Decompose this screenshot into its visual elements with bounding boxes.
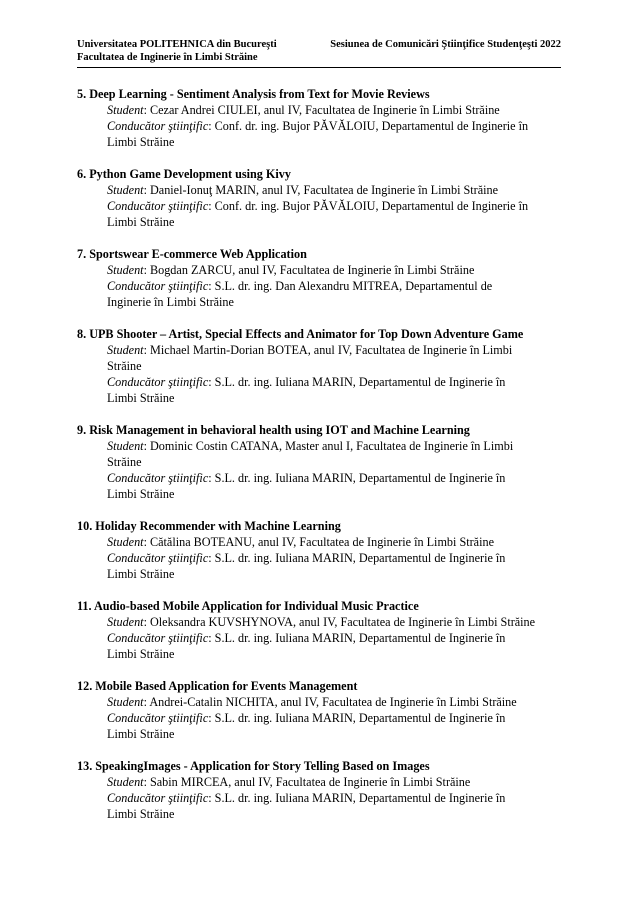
advisor-text: Inginerie în Limbi Străine xyxy=(107,295,234,309)
project-entry xyxy=(77,166,561,230)
advisor-line xyxy=(107,278,561,294)
student-line xyxy=(107,438,561,454)
project-title xyxy=(77,598,561,614)
advisor-label: Conducător ştiinţific xyxy=(107,711,209,725)
project-details xyxy=(77,774,561,822)
student-label: Student xyxy=(107,183,144,197)
project-details xyxy=(77,102,561,150)
project-details xyxy=(77,182,561,230)
project-title xyxy=(77,518,561,534)
project-number: 12. xyxy=(77,679,93,693)
project-title xyxy=(77,422,561,438)
student-line xyxy=(107,694,561,710)
advisor-text: Limbi Străine xyxy=(107,647,175,661)
header-divider xyxy=(77,67,561,68)
student-line xyxy=(107,102,561,118)
student-text: Străine xyxy=(107,359,142,373)
advisor-line xyxy=(107,214,561,230)
project-title-text: Deep Learning - Sentiment Analysis from Text for Movie Reviews xyxy=(89,87,430,101)
project-title-text: Mobile Based Application for Events Management xyxy=(95,679,358,693)
project-entry xyxy=(77,246,561,310)
project-number: 10. xyxy=(77,519,93,533)
advisor-text: : Conf. dr. ing. Bujor PĂVĂLOIU, Departamentul de Inginerie în xyxy=(208,199,529,213)
project-entry xyxy=(77,518,561,582)
student-text: : Sabin MIRCEA, anul IV, Facultatea de Inginerie în Limbi Străine xyxy=(143,775,471,789)
advisor-text: Limbi Străine xyxy=(107,567,175,581)
advisor-line xyxy=(107,806,561,822)
student-label: Student xyxy=(107,775,144,789)
project-title-text: UPB Shooter – Artist, Special Effects and Animator for Top Down Adventure Game xyxy=(89,327,524,341)
advisor-line xyxy=(107,790,561,806)
advisor-text: : S.L. dr. ing. Dan Alexandru MITREA, Departamentul de xyxy=(208,279,493,293)
page-header xyxy=(77,38,561,68)
project-title-text: Holiday Recommender with Machine Learning xyxy=(95,519,341,533)
project-list xyxy=(77,86,561,838)
student-line xyxy=(107,774,561,790)
project-entry xyxy=(77,86,561,150)
advisor-text: Limbi Străine xyxy=(107,391,175,405)
project-title xyxy=(77,166,561,182)
student-label: Student xyxy=(107,439,144,453)
student-label: Student xyxy=(107,695,144,709)
project-title-text: Audio-based Mobile Application for Individual Music Practice xyxy=(93,599,419,613)
project-details xyxy=(77,694,561,742)
student-text: : Michael Martin-Dorian BOTEA, anul IV, Facultatea de Inginerie în Limbi xyxy=(143,343,513,357)
student-label: Student xyxy=(107,343,144,357)
project-details xyxy=(77,534,561,582)
advisor-label: Conducător ştiinţific xyxy=(107,791,209,805)
advisor-text: Limbi Străine xyxy=(107,215,175,229)
project-title-text: SpeakingImages - Application for Story Telling Based on Images xyxy=(95,759,430,773)
student-text: : Bogdan ZARCU, anul IV, Facultatea de Inginerie în Limbi Străine xyxy=(143,263,475,277)
advisor-line xyxy=(107,566,561,582)
advisor-label: Conducător ştiinţific xyxy=(107,471,209,485)
project-details xyxy=(77,438,561,502)
project-number: 11. xyxy=(77,599,92,613)
advisor-line xyxy=(107,726,561,742)
student-label: Student xyxy=(107,263,144,277)
student-line xyxy=(107,614,561,630)
project-number: 13. xyxy=(77,759,93,773)
project-number: 7. xyxy=(77,247,87,261)
advisor-line xyxy=(107,374,561,390)
student-line xyxy=(107,342,561,358)
advisor-line xyxy=(107,294,561,310)
advisor-label: Conducător ştiinţific xyxy=(107,279,209,293)
header-institution xyxy=(77,38,277,64)
advisor-line xyxy=(107,470,561,486)
advisor-text: Limbi Străine xyxy=(107,807,175,821)
header-session-title: Sesiunea de Comunicări Ştiinţifice Studenţeşti 2022 xyxy=(330,39,561,50)
header-faculty: Facultatea de Inginerie în Limbi Străine xyxy=(77,52,258,63)
advisor-line xyxy=(107,134,561,150)
project-title xyxy=(77,758,561,774)
advisor-text: : Conf. dr. ing. Bujor PĂVĂLOIU, Departamentul de Inginerie în xyxy=(208,119,529,133)
student-line xyxy=(107,454,561,470)
project-details xyxy=(77,262,561,310)
advisor-text: : S.L. dr. ing. Iuliana MARIN, Departamentul de Inginerie în xyxy=(208,551,506,565)
advisor-line xyxy=(107,486,561,502)
project-title-text: Risk Management in behavioral health using IOT and Machine Learning xyxy=(89,423,470,437)
project-details xyxy=(77,342,561,406)
advisor-label: Conducător ştiinţific xyxy=(107,551,209,565)
advisor-text: : S.L. dr. ing. Iuliana MARIN, Departamentul de Inginerie în xyxy=(208,375,506,389)
advisor-text: Limbi Străine xyxy=(107,135,175,149)
student-line xyxy=(107,358,561,374)
project-details xyxy=(77,614,561,662)
advisor-line xyxy=(107,390,561,406)
advisor-text: : S.L. dr. ing. Iuliana MARIN, Departamentul de Inginerie în xyxy=(208,711,506,725)
advisor-text: : S.L. dr. ing. Iuliana MARIN, Departamentul de Inginerie în xyxy=(208,631,506,645)
project-entry xyxy=(77,678,561,742)
project-title-text: Sportswear E-commerce Web Application xyxy=(89,247,307,261)
student-label: Student xyxy=(107,535,144,549)
student-text: Străine xyxy=(107,455,142,469)
student-label: Student xyxy=(107,103,144,117)
student-line xyxy=(107,534,561,550)
header-university: Universitatea POLITEHNICA din Bucureşti xyxy=(77,39,277,50)
advisor-line xyxy=(107,710,561,726)
advisor-label: Conducător ştiinţific xyxy=(107,375,209,389)
project-title xyxy=(77,246,561,262)
project-number: 8. xyxy=(77,327,87,341)
advisor-text: : S.L. dr. ing. Iuliana MARIN, Departamentul de Inginerie în xyxy=(208,791,506,805)
project-entry xyxy=(77,598,561,662)
project-title xyxy=(77,678,561,694)
student-text: : Daniel-Ionuţ MARIN, anul IV, Facultatea de Inginerie în Limbi Străine xyxy=(143,183,499,197)
student-text: : Dominic Costin CATANA, Master anul I, Facultatea de Inginerie în Limbi xyxy=(143,439,514,453)
advisor-text: Limbi Străine xyxy=(107,487,175,501)
student-line xyxy=(107,262,561,278)
advisor-text: Limbi Străine xyxy=(107,727,175,741)
project-entry xyxy=(77,422,561,502)
advisor-text: : S.L. dr. ing. Iuliana MARIN, Departamentul de Inginerie în xyxy=(208,471,506,485)
project-title xyxy=(77,326,561,342)
project-title xyxy=(77,86,561,102)
student-text: : Oleksandra KUVSHYNOVA, anul IV, Facultatea de Inginerie în Limbi Străine xyxy=(143,615,536,629)
advisor-line xyxy=(107,630,561,646)
student-text: : Cezar Andrei CIULEI, anul IV, Facultatea de Inginerie în Limbi Străine xyxy=(143,103,500,117)
advisor-label: Conducător ştiinţific xyxy=(107,631,209,645)
project-entry xyxy=(77,758,561,822)
project-entry xyxy=(77,326,561,406)
advisor-line xyxy=(107,550,561,566)
advisor-line xyxy=(107,198,561,214)
project-number: 5. xyxy=(77,87,87,101)
advisor-line xyxy=(107,118,561,134)
advisor-line xyxy=(107,646,561,662)
student-text: : Cătălina BOTEANU, anul IV, Facultatea de Inginerie în Limbi Străine xyxy=(143,535,494,549)
project-title-text: Python Game Development using Kivy xyxy=(89,167,291,181)
advisor-label: Conducător ştiinţific xyxy=(107,199,209,213)
student-label: Student xyxy=(107,615,144,629)
project-number: 9. xyxy=(77,423,87,437)
student-line xyxy=(107,182,561,198)
project-number: 6. xyxy=(77,167,87,181)
advisor-label: Conducător ştiinţific xyxy=(107,119,209,133)
student-text: : Andrei-Catalin NICHITA, anul IV, Facultatea de Inginerie în Limbi Străine xyxy=(143,695,517,709)
